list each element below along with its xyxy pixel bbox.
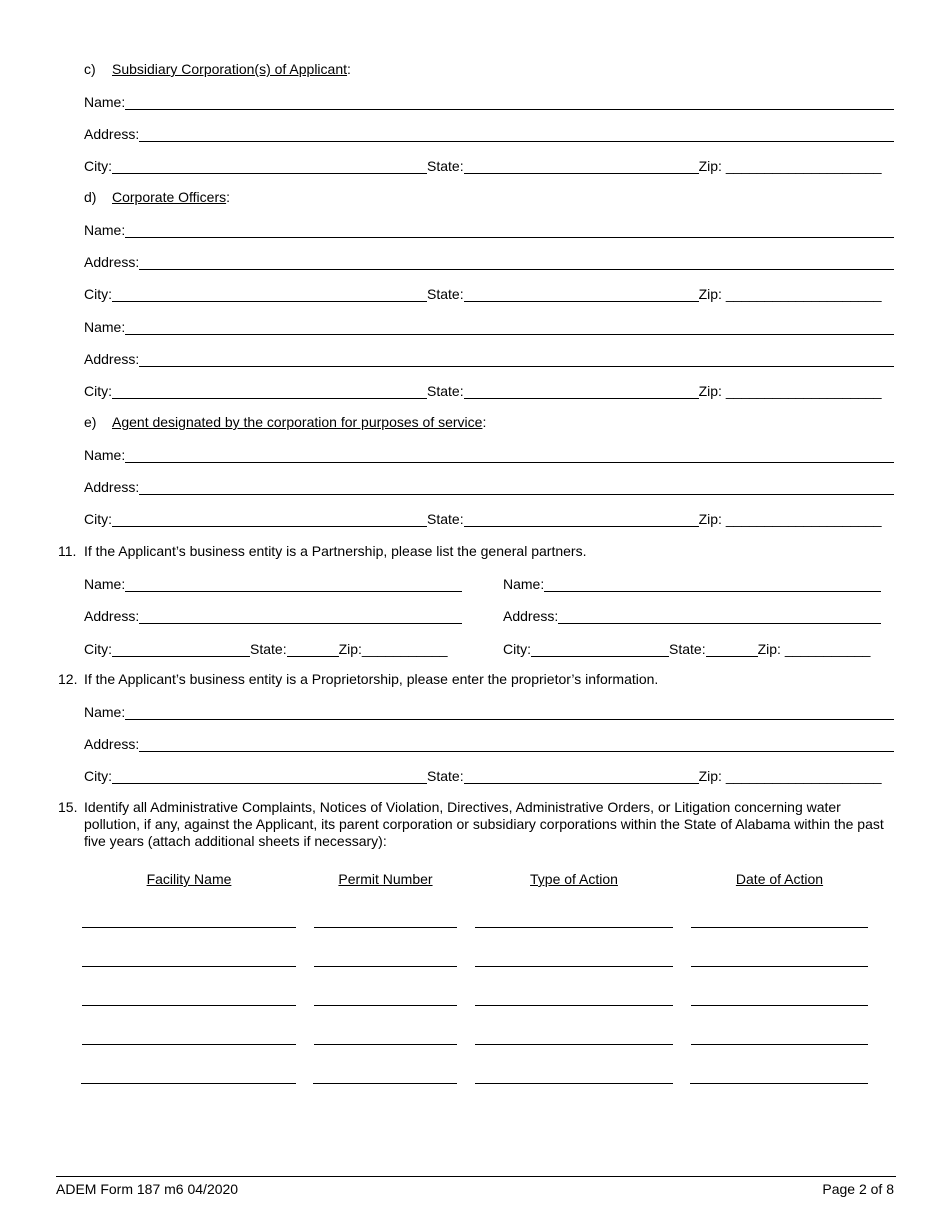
facility-name-line-1[interactable]	[82, 927, 296, 928]
form-id: ADEM Form 187 m6 04/2020	[56, 1181, 239, 1197]
question-15-number: 15.	[58, 799, 78, 815]
col-type-of-action: Type of Action	[530, 871, 618, 887]
partner-2-name-field[interactable]	[544, 576, 881, 592]
proprietor-zip-field[interactable]: Zip: ____________________	[698, 768, 882, 784]
section-c-title: Subsidiary Corporation(s) of Applicant	[112, 61, 348, 77]
question-12-number: 12.	[58, 671, 78, 687]
type-of-action-line-3[interactable]	[475, 1005, 673, 1006]
question-12	[58, 671, 894, 688]
col-permit-number: Permit Number	[338, 871, 433, 887]
permit-number-line-3[interactable]	[314, 1005, 457, 1006]
partner-2-name-row: Name:	[503, 572, 881, 592]
date-of-action-line-3[interactable]	[691, 1005, 868, 1006]
agent-zip-field[interactable]: Zip: ____________________	[698, 511, 882, 527]
section-c-heading: c) Subsidiary Corporation(s) of Applicant:	[84, 61, 351, 77]
col-facility-name: Facility Name	[146, 871, 232, 887]
question-11-number: 11.	[58, 543, 77, 559]
agent-address-field[interactable]	[139, 479, 894, 495]
agent-city-field[interactable]	[112, 511, 427, 527]
proprietor-state-field[interactable]	[464, 768, 699, 784]
subsidiary-address-row: Address:	[84, 122, 894, 142]
section-d-heading: d) Corporate Officers:	[84, 189, 231, 205]
proprietor-address-row: Address:	[84, 732, 894, 752]
subsidiary-address-field[interactable]	[139, 126, 894, 142]
question-15-text: Identify all Administrative Complaints, Notices of Violation, Directives, Administrative Orders, or Litigation concerning water pollution, if any, against the Applicant, its parent corporation or subsidiary corporations within the State of Alabama within the past five years (attach additional sheets if necessary):	[84, 799, 884, 849]
type-of-action-line-2[interactable]	[475, 966, 673, 967]
partner-2-city-row: City: State: Zip: ___________	[503, 641, 871, 657]
question-12-text: If the Applicant’s business entity is a Proprietorship, please enter the proprietor’s information.	[84, 671, 659, 687]
section-e-title: Agent designated by the corporation for purposes of service	[112, 414, 483, 430]
subsidiary-city-row: City: State: Zip: ____________________	[84, 158, 882, 174]
proprietor-name-row: Name:	[84, 700, 894, 720]
officer-1-address-field[interactable]	[139, 254, 894, 270]
officer-1-address-row: Address:	[84, 250, 894, 270]
subsidiary-name-row: Name:	[84, 90, 894, 110]
subsidiary-name-field[interactable]	[125, 94, 894, 110]
question-11-text: If the Applicant’s business entity is a Partnership, please list the general partners.	[84, 543, 587, 559]
subsidiary-zip-field[interactable]: Zip: ____________________	[698, 158, 882, 174]
subsidiary-city-field[interactable]	[112, 158, 427, 174]
officer-2-address-field[interactable]	[139, 351, 894, 367]
officer-1-city-row: City: State: Zip: ____________________	[84, 286, 882, 302]
subsidiary-state-field[interactable]	[464, 158, 699, 174]
agent-city-row: City: State: Zip: ____________________	[84, 511, 882, 527]
proprietor-address-field[interactable]	[139, 736, 894, 752]
officer-2-name-row: Name:	[84, 315, 894, 335]
partner-1-address-row: Address:	[84, 604, 462, 624]
section-c-letter: c)	[84, 61, 96, 77]
facility-name-line-5[interactable]	[81, 1083, 296, 1084]
facility-name-line-4[interactable]	[82, 1044, 296, 1045]
permit-number-line-5[interactable]	[313, 1083, 457, 1084]
partner-2-state-field[interactable]	[706, 641, 758, 657]
date-of-action-line-4[interactable]	[691, 1044, 868, 1045]
officer-2-address-row: Address:	[84, 347, 894, 367]
officer-2-city-row: City: State: Zip: ____________________	[84, 383, 882, 399]
facility-name-line-2[interactable]	[82, 966, 296, 967]
proprietor-city-field[interactable]	[112, 768, 427, 784]
partner-1-city-field[interactable]	[112, 641, 250, 657]
date-of-action-line-5[interactable]	[690, 1083, 868, 1084]
officer-2-city-field[interactable]	[112, 383, 427, 399]
question-11	[58, 543, 894, 560]
section-e-letter: e)	[84, 414, 97, 430]
permit-number-line-4[interactable]	[314, 1044, 457, 1045]
officer-1-state-field[interactable]	[464, 286, 699, 302]
type-of-action-line-1[interactable]	[475, 927, 673, 928]
date-of-action-line-2[interactable]	[691, 966, 868, 967]
partner-2-address-field[interactable]	[558, 608, 881, 624]
partner-1-city-row: City: State: Zip:___________	[84, 641, 448, 657]
footer-divider	[56, 1176, 896, 1177]
partner-2-zip-field[interactable]: Zip: ___________	[757, 641, 871, 657]
agent-state-field[interactable]	[464, 511, 699, 527]
question-15	[58, 799, 894, 850]
agent-name-field[interactable]	[125, 447, 894, 463]
agent-name-row: Name:	[84, 443, 894, 463]
permit-number-line-2[interactable]	[314, 966, 457, 967]
officer-1-city-field[interactable]	[112, 286, 427, 302]
partner-1-name-field[interactable]	[125, 576, 462, 592]
officer-1-name-field[interactable]	[125, 222, 894, 238]
page-number: Page 2 of 8	[822, 1181, 894, 1197]
section-e-heading: e) Agent designated by the corporation for purposes of service:	[84, 414, 487, 430]
col-date-of-action: Date of Action	[735, 871, 824, 887]
officer-2-zip-field[interactable]: Zip: ____________________	[698, 383, 882, 399]
officer-1-name-row: Name:	[84, 218, 894, 238]
type-of-action-line-5[interactable]	[475, 1083, 673, 1084]
partner-2-city-field[interactable]	[531, 641, 669, 657]
date-of-action-line-1[interactable]	[691, 927, 868, 928]
partner-1-name-row: Name:	[84, 572, 462, 592]
partner-1-address-field[interactable]	[139, 608, 462, 624]
proprietor-name-field[interactable]	[125, 704, 894, 720]
officer-2-state-field[interactable]	[464, 383, 699, 399]
partner-1-zip-field[interactable]: Zip:___________	[338, 641, 448, 657]
proprietor-city-row: City: State: Zip: ____________________	[84, 768, 882, 784]
facility-name-line-3[interactable]	[82, 1005, 296, 1006]
permit-number-line-1[interactable]	[314, 927, 457, 928]
agent-address-row: Address:	[84, 475, 894, 495]
officer-2-name-field[interactable]	[125, 319, 894, 335]
officer-1-zip-field[interactable]: Zip: ____________________	[698, 286, 882, 302]
type-of-action-line-4[interactable]	[475, 1044, 673, 1045]
section-d-title: Corporate Officers	[112, 189, 227, 205]
section-d-letter: d)	[84, 189, 97, 205]
partner-2-address-row: Address:	[503, 604, 881, 624]
partner-1-state-field[interactable]	[287, 641, 339, 657]
